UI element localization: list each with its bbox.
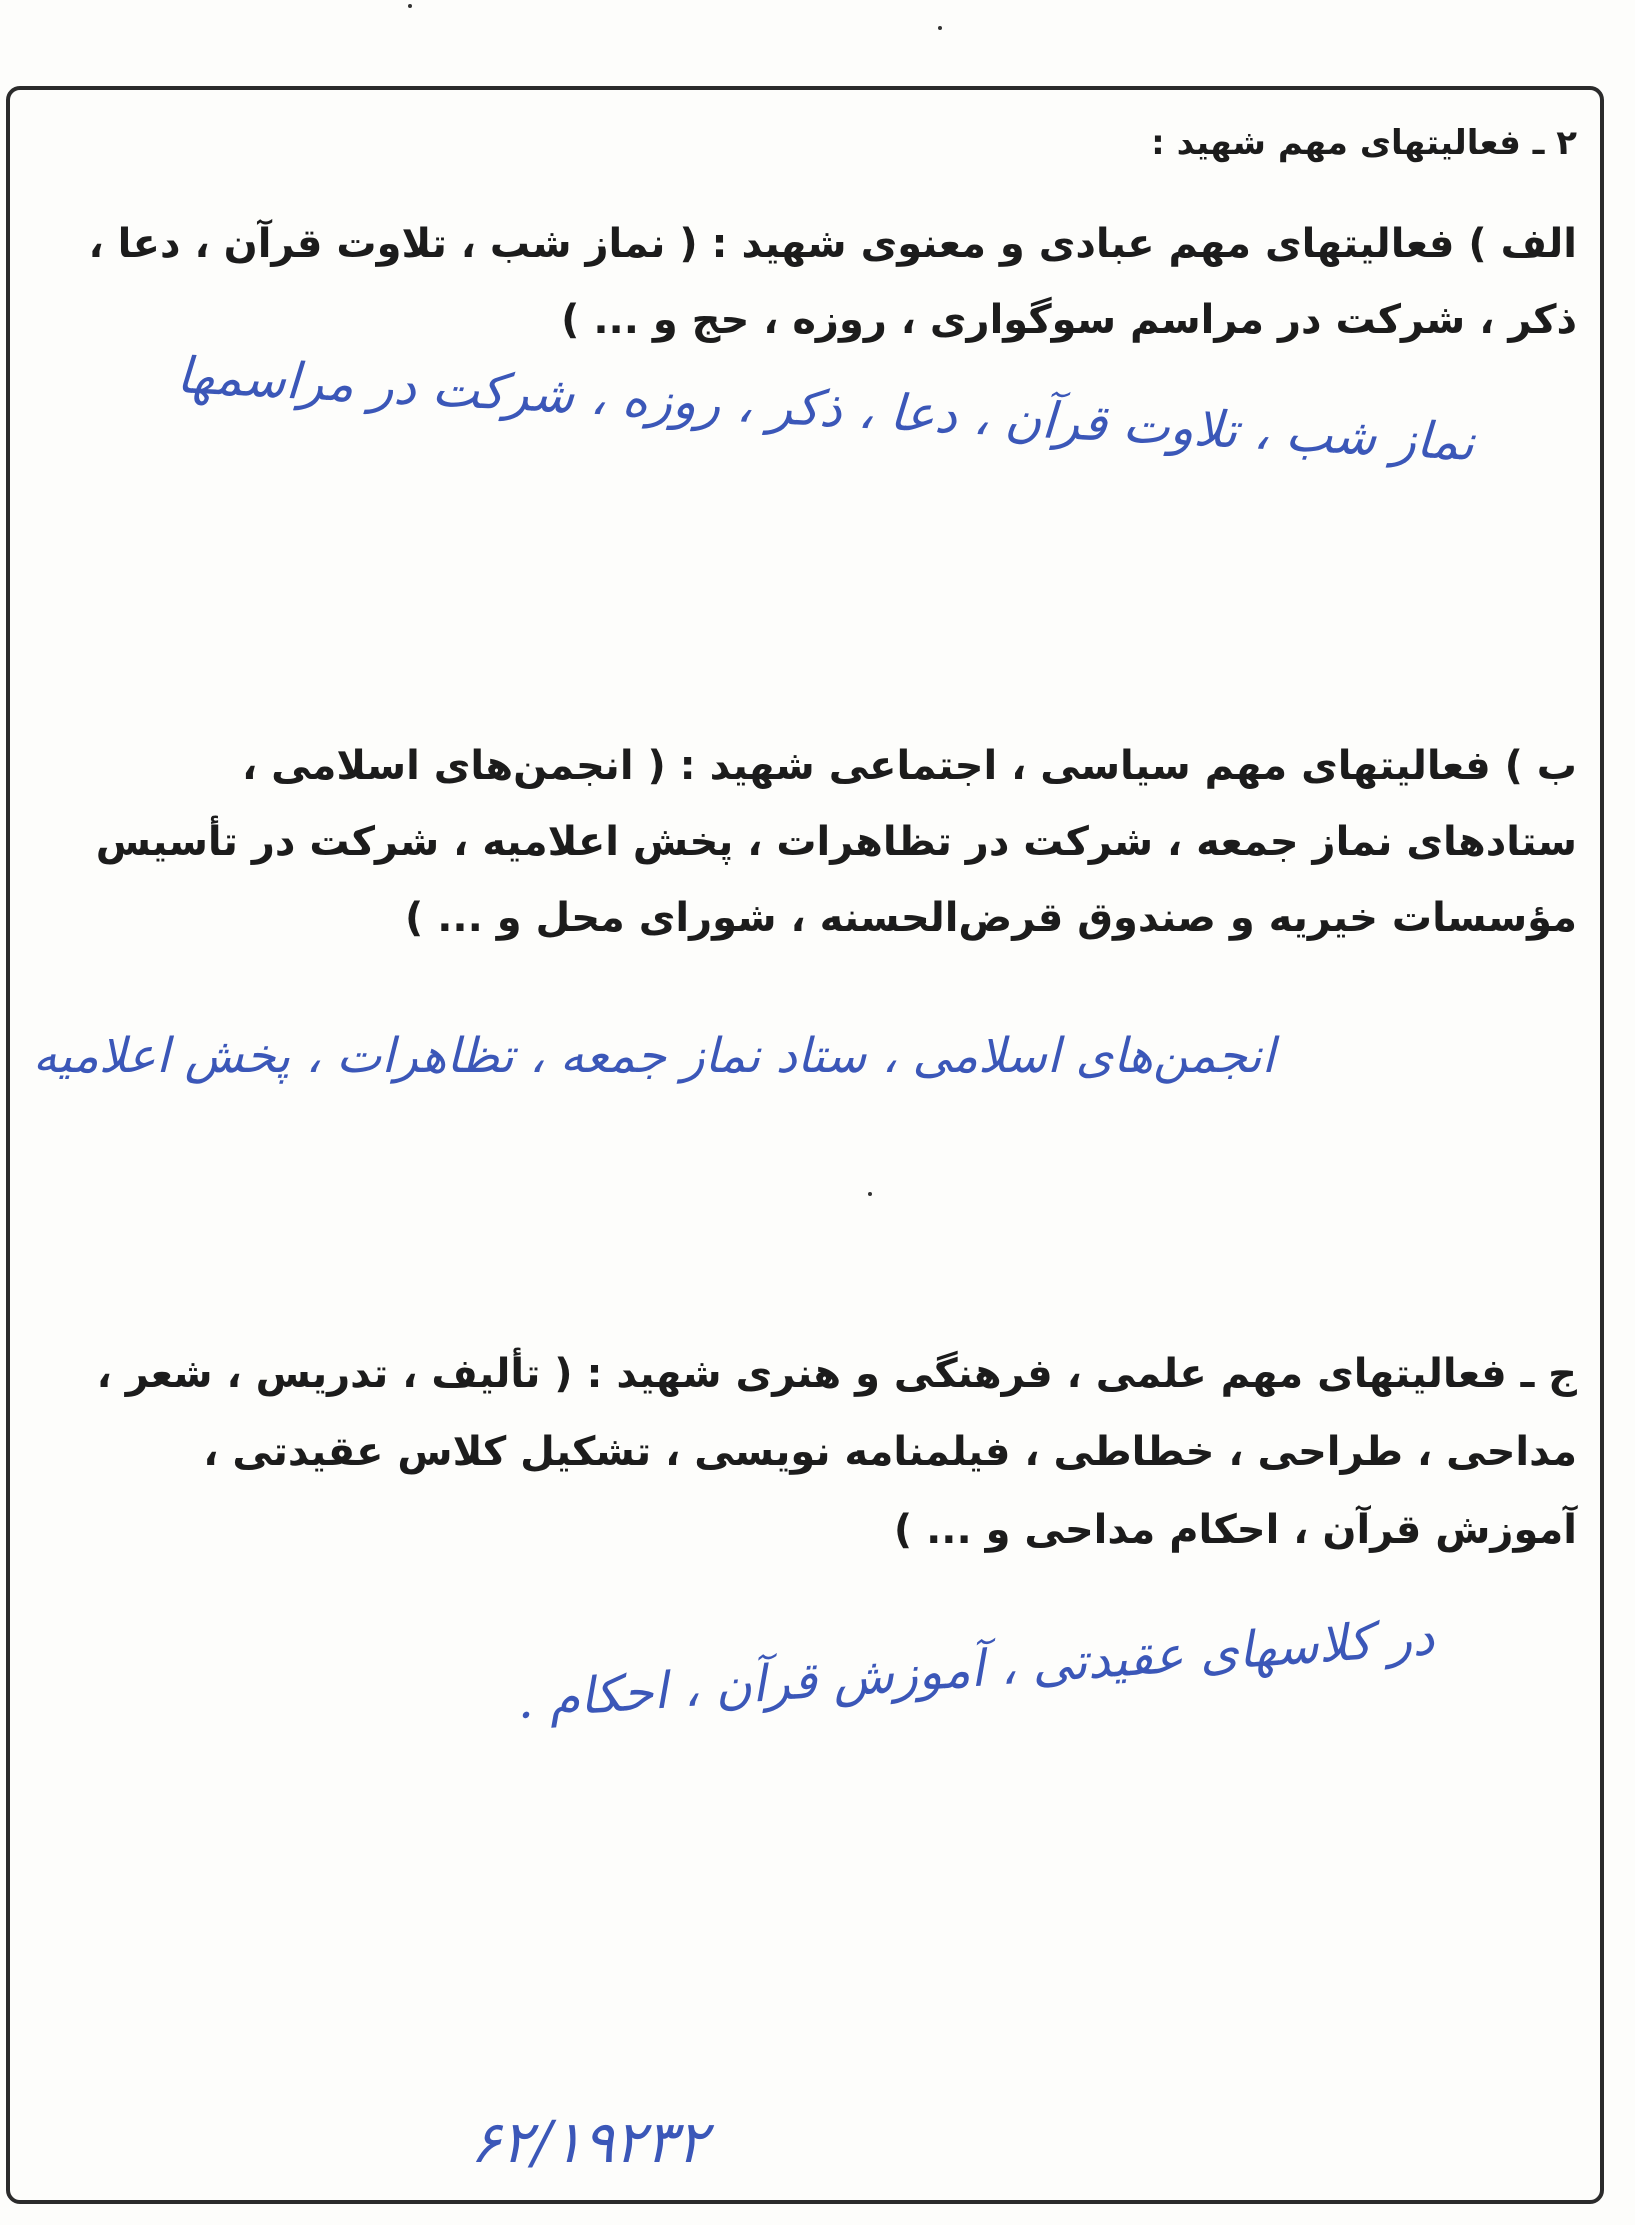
section-heading: ۲ ـ فعالیتهای مهم شهید : — [1151, 123, 1577, 163]
footer-reference-number: ۶۲/۱۹۲۳۲ — [470, 2108, 708, 2176]
section-c-line-1: ج ـ فعالیتهای مهم علمی ، فرهنگی و هنری شهید : ( تألیف ، تدریس ، شعر ، — [96, 1351, 1577, 1397]
section-b-line-2: ستادهای نماز جمعه ، شرکت در تظاهرات ، پخش اعلامیه ، شرکت در تأسیس — [95, 819, 1577, 865]
scan-speck — [938, 26, 942, 30]
section-c-line-2: مداحی ، طراحی ، خطاطی ، فیلمنامه نویسی ، تشکیل کلاس عقیدتی ، — [203, 1429, 1577, 1475]
section-b-line-3: مؤسسات خیریه و صندوق قرض‌الحسنه ، شورای محل و ... ) — [404, 895, 1577, 941]
scan-speck — [408, 4, 412, 8]
section-a-line-2: ذکر ، شرکت در مراسم سوگواری ، روزه ، حج و ... ) — [561, 297, 1577, 343]
section-a-line-1: الف ) فعالیتهای مهم عبادی و معنوی شهید : ( نماز شب ، تلاوت قرآن ، دعا ، — [88, 221, 1577, 267]
section-c-handwritten-answer: در کلاسهای عقیدتی ، آموزش قرآن ، احکام . — [514, 1608, 1436, 1730]
section-a-handwritten-answer: نماز شب ، تلاوت قرآن ، دعا ، ذکر ، روزه ، شرکت در مراسمها — [175, 346, 1476, 472]
section-c-line-3: آموزش قرآن ، احکام مداحی و ... ) — [893, 1507, 1577, 1553]
section-b-handwritten-answer: انجمن‌های اسلامی ، ستاد نماز جمعه ، تظاهرات ، پخش اعلامیه — [32, 1028, 1275, 1084]
scan-speck — [868, 1192, 872, 1196]
section-b-line-1: ب ) فعالیتهای مهم سیاسی ، اجتماعی شهید : ( انجمن‌های اسلامی ، — [242, 743, 1577, 789]
